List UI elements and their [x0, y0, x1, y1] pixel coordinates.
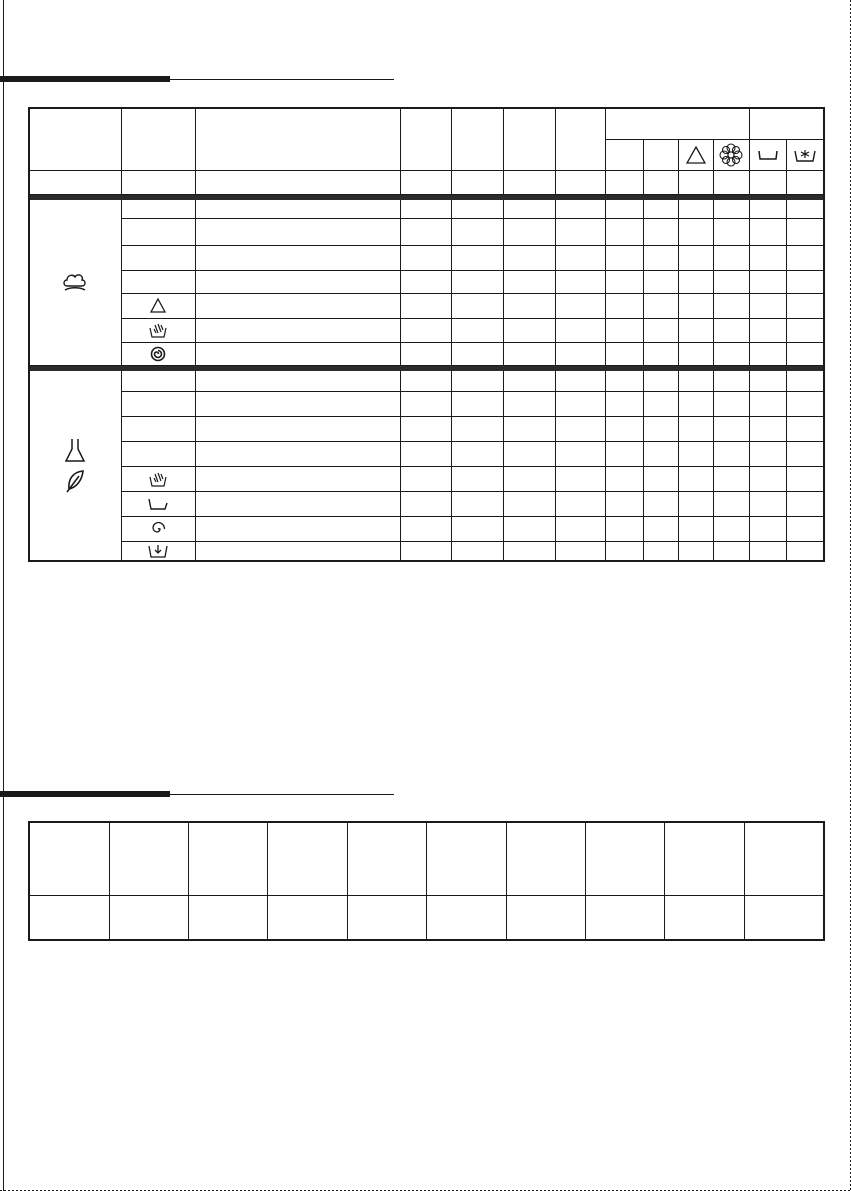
header-icon-cell — [713, 139, 749, 170]
specs-table — [28, 821, 825, 941]
row-icon-cell — [121, 342, 195, 365]
spin-icon — [150, 346, 166, 362]
header-icon-cell — [786, 139, 824, 170]
flask-icon — [64, 437, 86, 463]
table-row — [29, 491, 824, 516]
table-row — [29, 391, 824, 416]
section-rule-thin-2 — [170, 794, 394, 795]
header-icon-cell — [678, 139, 713, 170]
spiral-icon — [150, 521, 166, 537]
tub-icon — [757, 149, 779, 161]
row-icon-cell — [121, 491, 195, 516]
section-rule-thick-2 — [0, 791, 170, 797]
table-row — [29, 441, 824, 466]
table-row — [29, 516, 824, 541]
row-icon-cell — [121, 293, 195, 318]
flower-icon — [719, 143, 743, 167]
specs-header-row — [29, 822, 824, 896]
triangle-icon — [150, 298, 166, 313]
program-table — [28, 107, 825, 562]
table-row — [29, 218, 824, 245]
table-row — [29, 416, 824, 441]
row-icon-cell — [121, 516, 195, 541]
units-row — [29, 170, 824, 194]
group-icon-cell — [29, 199, 121, 365]
table-row — [29, 245, 824, 270]
header-cell — [400, 108, 451, 170]
header-group-cell — [605, 108, 749, 139]
header-cell — [643, 139, 678, 170]
table-row — [29, 342, 824, 365]
table-row — [29, 466, 824, 491]
tub-icon — [148, 497, 168, 511]
section-rule-thick-1 — [0, 76, 170, 82]
left-margin-line — [3, 0, 4, 1191]
shower-icon — [149, 471, 167, 487]
section-rule-thin-1 — [170, 79, 394, 80]
triangle-icon — [686, 146, 706, 164]
table-row — [29, 541, 824, 561]
group-icon-cell — [29, 370, 121, 561]
header-cell — [451, 108, 503, 170]
header-cell — [195, 108, 400, 170]
specs-value-row — [29, 896, 824, 941]
shower-icon — [149, 322, 167, 338]
header-row-1 — [29, 108, 824, 139]
row-icon-cell — [121, 318, 195, 342]
drain-icon — [148, 543, 168, 558]
header-group-cell — [749, 108, 824, 139]
row-icon-cell — [121, 541, 195, 561]
header-cell — [121, 108, 195, 170]
table-row — [29, 199, 824, 218]
row-icon-cell — [121, 466, 195, 491]
table-row — [29, 370, 824, 391]
cloud-cotton-icon — [62, 271, 88, 293]
table-row — [29, 293, 824, 318]
feather-icon — [65, 469, 85, 493]
header-icon-cell — [749, 139, 786, 170]
tub-snowflake-icon — [793, 147, 817, 163]
header-cell — [503, 108, 555, 170]
table-row — [29, 270, 824, 293]
header-cell — [605, 139, 643, 170]
header-cell — [555, 108, 605, 170]
table-row — [29, 318, 824, 342]
header-cell — [29, 108, 121, 170]
